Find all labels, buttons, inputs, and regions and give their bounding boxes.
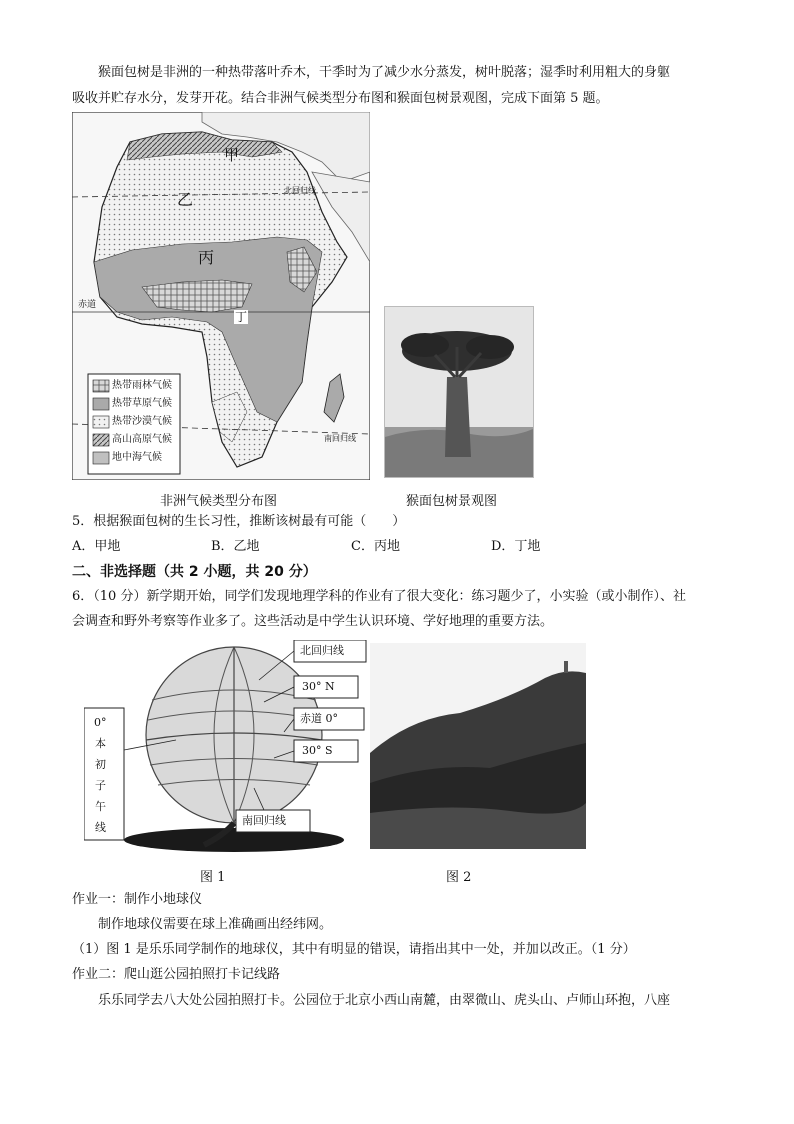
map-label-yi: 乙 [177,190,194,209]
legend-item-rainforest: 热带雨林气候 [112,380,172,391]
q5-option-b[interactable]: B．乙地 [211,539,260,554]
north-tropic-label: 北回归线 [284,186,316,195]
hillside-photo [370,643,586,849]
hw1-question-1: （1）图 1 是乐乐同学制作的地球仪，其中有明显的错误，请指出其中一处，并加以改正。（1 分） [72,942,636,957]
meridian-label-2: 初 [95,758,106,771]
globe-figure [84,640,374,854]
hw2-title: 作业二：爬山逛公园拍照打卡记线路 [72,967,281,982]
q5-option-a[interactable]: A．甲地 [72,539,121,554]
intro-line-1: 猴面包树是非洲的一种热带落叶乔木，干季时为了减少水分蒸发，树叶脱落；湿季时利用粗大的身躯 [98,65,671,80]
globe-label-south-tropic: 南回归线 [242,814,286,827]
hw1-title: 作业一：制作小地球仪 [72,892,203,907]
map-label-bing: 丙 [198,248,215,267]
meridian-label-deg: 0° [94,716,107,729]
figure-2-caption: 图 2 [446,870,472,885]
q5-option-c[interactable]: C．丙地 [351,539,400,554]
tree-caption: 猴面包树景观图 [406,494,498,509]
figure-1-caption: 图 1 [200,870,226,885]
q5-stem: 5．根据猴面包树的生长习性，推断该树最有可能（ ） [72,514,406,529]
meridian-label-4: 午 [95,800,106,813]
map-label-jia: 甲 [224,146,240,164]
hw2-line: 乐乐同学去八大处公园拍照打卡。公园位于北京小西山南麓，由翠微山、虎头山、卢师山环抱，八座 [98,993,671,1008]
globe-label-30n: 30° N [302,680,335,693]
q5-option-d[interactable]: D．丁地 [491,539,541,554]
baobab-photo [384,306,534,478]
map-caption: 非洲气候类型分布图 [160,494,278,509]
legend-item-mediterranean: 地中海气候 [112,452,162,463]
meridian-label-1: 本 [95,737,106,750]
q6-line-1: 6．（10 分）新学期开始，同学们发现地理学科的作业有了很大变化：练习题少了，小实验（或小制作）、社 [72,589,686,604]
meridian-label-3: 子 [95,779,106,792]
meridian-label-5: 线 [95,821,106,834]
intro-line-2: 吸收并贮存水分，发芽开花。结合非洲气候类型分布图和猴面包树景观图，完成下面第 5 题。 [72,91,609,106]
map-label-ding: 丁 [235,310,248,324]
q6-line-2: 会调查和野外考察等作业多了。这些活动是中学生认识环境、学好地理的重要方法。 [72,614,554,629]
equator-label: 赤道 [78,300,97,310]
globe-label-30s: 30° S [302,744,333,757]
globe-label-north-tropic: 北回归线 [300,644,344,657]
legend-item-desert: 热带沙漠气候 [112,416,172,427]
legend-item-savanna: 热带草原气候 [112,398,172,409]
section-2-title: 二、非选择题（共 2 小题，共 20 分） [72,564,317,580]
south-tropic-label: 南回归线 [324,434,356,443]
legend-item-highland: 高山高原气候 [112,434,172,445]
africa-climate-map [72,112,370,480]
hw1-line: 制作地球仪需要在球上准确画出经纬网。 [98,917,333,932]
globe-label-equator: 赤道 0° [300,712,338,725]
